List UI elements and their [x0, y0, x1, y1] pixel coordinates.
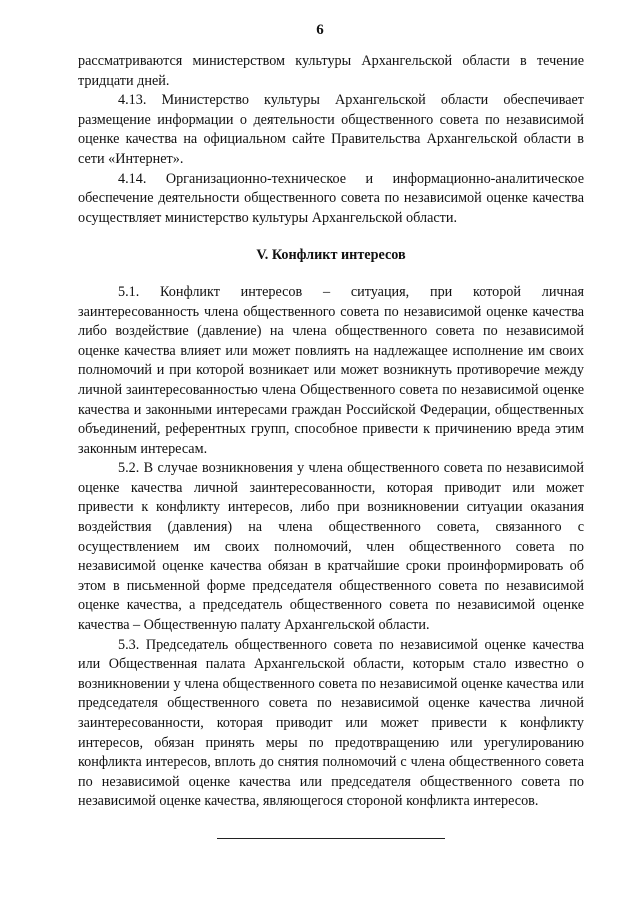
paragraph-4-13: 4.13. Министерство культуры Архангельской области обеспечивает размещение информации о деятельности общественного совета по независимой оценке качества на официальном сайте Правительства Архангельской области в сети «Интернет».: [78, 92, 584, 167]
paragraph-5-2: 5.2. В случае возникновения у члена общественного совета по независимой оценке качества личной заинтересованности, которая приводит или может привести к конфликту интересов, либо при возникновении ситуации оказания воздействия (давления) на члена общественного совета, связанного с осуществлением им своих полномочий, член общественного совета по независимой оценке качества обязан в кратчайшие сроки проинформировать об этом в письменной форме председателя общественного совета по независимой оценке качества, а председатель общественного совета по независимой оценке качества – Общественную палату Архангельской области.: [78, 460, 584, 634]
paragraph-continuation: рассматриваются министерством культуры Архангельской области в течение тридцати дней.: [78, 53, 584, 89]
page-number: 6: [316, 22, 324, 38]
document-body: [78, 52, 584, 839]
paragraph-5-1: 5.1. Конфликт интересов – ситуация, при которой личная заинтересованность члена общественного совета по независимой оценке качества либо воздействие (давление) на члена общественного совета по независимой оценке качества влияет или может повлиять на надлежащее исполнение им своих полномочий и при которой возникает или может возникнуть противоречие между личной заинтересованностью члена Общественного совета по независимой оценке качества и законными интересами граждан Российской Федерации, общественных объединений, референтных групп, способное привести к причинению вреда этим законным интересам.: [78, 283, 584, 457]
end-divider-line: [217, 838, 445, 839]
paragraph-4-14: 4.14. Организационно-техническое и информационно-аналитическое обеспечение деятельности общественного совета по независимой оценке качества осуществляет министерство культуры Архангельской области.: [78, 170, 584, 226]
section-heading: V. Конфликт интересов: [256, 247, 406, 264]
paragraph-5-3: 5.3. Председатель общественного совета по независимой оценке качества или Общественная палата Архангельской области, которым стало известно о возникновении у члена общественного совета по независимой оценке качества или председателя общественного совета по независимой оценке качества личной заинтересованности, которая приводит или может привести к конфликту интересов, обязан принять меры по предотвращению или урегулированию конфликта интересов, вплоть до снятия полномочий с члена общественного совета по независимой оценке качества или председателя общественного совета по независимой оценке качества, являющегося стороной конфликта интересов.: [78, 636, 584, 810]
